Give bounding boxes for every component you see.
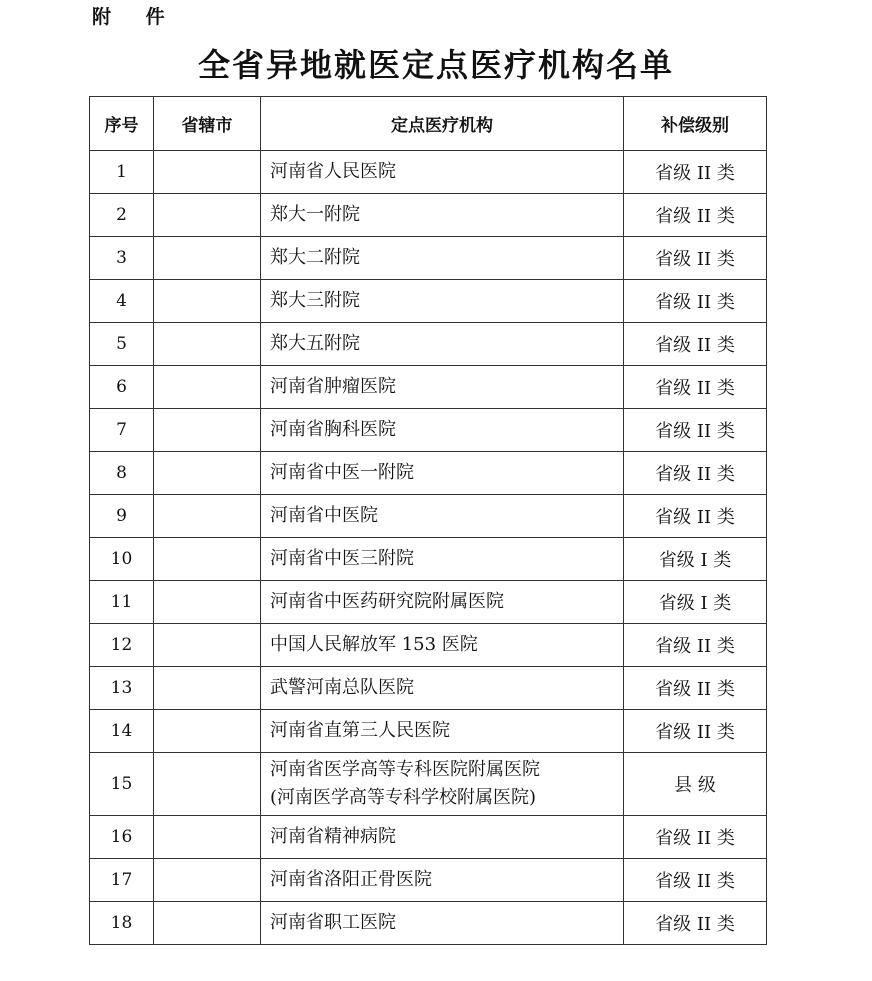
row-institution xyxy=(261,452,624,495)
row-level: 县 级 xyxy=(624,753,767,816)
row-city xyxy=(154,753,261,816)
table-row xyxy=(90,151,767,194)
hospital-table xyxy=(89,96,767,945)
institution-name-line: 河南省中医一附院 xyxy=(270,462,414,483)
row-serial: 14 xyxy=(90,710,154,753)
row-institution xyxy=(261,816,624,859)
institution-name-line: 中国人民解放军 153 医院 xyxy=(270,634,478,655)
table-row xyxy=(90,859,767,902)
row-level: 省级 II 类 xyxy=(624,624,767,667)
table-row xyxy=(90,409,767,452)
row-city xyxy=(154,710,261,753)
institution-name-line: 河南省人民医院 xyxy=(270,161,396,182)
row-city xyxy=(154,323,261,366)
row-city xyxy=(154,151,261,194)
row-level: 省级 II 类 xyxy=(624,366,767,409)
row-level: 省级 II 类 xyxy=(624,495,767,538)
row-serial: 15 xyxy=(90,753,154,816)
row-level: 省级 II 类 xyxy=(624,710,767,753)
row-level: 省级 II 类 xyxy=(624,280,767,323)
row-level: 省级 II 类 xyxy=(624,452,767,495)
row-institution xyxy=(261,409,624,452)
row-city xyxy=(154,816,261,859)
institution-name-line: 河南省直第三人民医院 xyxy=(270,720,450,741)
row-level: 省级 I 类 xyxy=(624,581,767,624)
row-level: 省级 II 类 xyxy=(624,816,767,859)
row-city xyxy=(154,859,261,902)
row-serial: 10 xyxy=(90,538,154,581)
row-city xyxy=(154,581,261,624)
institution-name-line: 河南省胸科医院 xyxy=(270,419,396,440)
table-header-row xyxy=(90,97,767,151)
header-city: 省辖市 xyxy=(154,97,261,151)
row-level: 省级 II 类 xyxy=(624,859,767,902)
institution-name-line: 河南省精神病院 xyxy=(270,826,396,847)
header-level: 补偿级别 xyxy=(624,97,767,151)
table-row xyxy=(90,710,767,753)
table-row xyxy=(90,323,767,366)
table-row xyxy=(90,366,767,409)
institution-name-line: 河南省洛阳正骨医院 xyxy=(270,869,432,890)
table-row xyxy=(90,280,767,323)
row-city xyxy=(154,237,261,280)
row-level: 省级 II 类 xyxy=(624,667,767,710)
table-row xyxy=(90,902,767,945)
row-level: 省级 II 类 xyxy=(624,902,767,945)
institution-name-line: 河南省中医三附院 xyxy=(270,548,414,569)
row-institution xyxy=(261,902,624,945)
row-serial: 5 xyxy=(90,323,154,366)
header-serial: 序号 xyxy=(90,97,154,151)
table-body xyxy=(90,151,767,945)
row-institution xyxy=(261,495,624,538)
row-institution xyxy=(261,538,624,581)
row-city xyxy=(154,902,261,945)
institution-name-line: 河南省中医药研究院附属医院 xyxy=(270,591,504,612)
row-institution xyxy=(261,710,624,753)
row-serial: 8 xyxy=(90,452,154,495)
row-city xyxy=(154,538,261,581)
institution-name-line: (河南医学高等专科学校附属医院) xyxy=(270,787,537,808)
row-institution xyxy=(261,237,624,280)
row-institution xyxy=(261,366,624,409)
row-city xyxy=(154,495,261,538)
institution-name-line: 郑大一附院 xyxy=(270,204,360,225)
row-serial: 17 xyxy=(90,859,154,902)
row-level: 省级 II 类 xyxy=(624,323,767,366)
row-level: 省级 II 类 xyxy=(624,409,767,452)
row-level: 省级 II 类 xyxy=(624,237,767,280)
row-institution xyxy=(261,323,624,366)
table-row xyxy=(90,452,767,495)
document-title: 全省异地就医定点医疗机构名单 xyxy=(197,46,674,84)
table-row xyxy=(90,538,767,581)
institution-name-line: 河南省职工医院 xyxy=(270,912,396,933)
table-row xyxy=(90,624,767,667)
row-city xyxy=(154,624,261,667)
row-institution xyxy=(261,581,624,624)
row-institution xyxy=(261,151,624,194)
table-row xyxy=(90,581,767,624)
row-level: 省级 II 类 xyxy=(624,194,767,237)
row-serial: 3 xyxy=(90,237,154,280)
row-serial: 11 xyxy=(90,581,154,624)
institution-name-line: 河南省中医院 xyxy=(270,505,378,526)
attachment-label: 附 件 xyxy=(92,6,179,28)
row-city xyxy=(154,452,261,495)
institution-name-line: 武警河南总队医院 xyxy=(270,677,414,698)
row-institution xyxy=(261,280,624,323)
row-city xyxy=(154,366,261,409)
row-city xyxy=(154,667,261,710)
institution-name-line: 河南省医学高等专科医院附属医院 xyxy=(270,759,540,780)
institution-name-line: 河南省肿瘤医院 xyxy=(270,376,396,397)
row-serial: 7 xyxy=(90,409,154,452)
row-serial: 18 xyxy=(90,902,154,945)
row-level: 省级 II 类 xyxy=(624,151,767,194)
row-serial: 4 xyxy=(90,280,154,323)
table-row xyxy=(90,667,767,710)
row-serial: 12 xyxy=(90,624,154,667)
institution-name-line: 郑大五附院 xyxy=(270,333,360,354)
row-serial: 13 xyxy=(90,667,154,710)
table-row xyxy=(90,237,767,280)
institution-name-line: 郑大三附院 xyxy=(270,290,360,311)
row-level: 省级 I 类 xyxy=(624,538,767,581)
row-institution xyxy=(261,859,624,902)
row-serial: 1 xyxy=(90,151,154,194)
row-city xyxy=(154,409,261,452)
row-institution xyxy=(261,194,624,237)
row-serial: 9 xyxy=(90,495,154,538)
row-city xyxy=(154,194,261,237)
table-row xyxy=(90,753,767,816)
table-row xyxy=(90,194,767,237)
row-institution xyxy=(261,753,624,816)
table-row xyxy=(90,816,767,859)
institution-name-line: 郑大二附院 xyxy=(270,247,360,268)
row-city xyxy=(154,280,261,323)
row-serial: 6 xyxy=(90,366,154,409)
table-row xyxy=(90,495,767,538)
row-serial: 2 xyxy=(90,194,154,237)
header-institution: 定点医疗机构 xyxy=(261,97,624,151)
row-serial: 16 xyxy=(90,816,154,859)
row-institution xyxy=(261,667,624,710)
row-institution xyxy=(261,624,624,667)
